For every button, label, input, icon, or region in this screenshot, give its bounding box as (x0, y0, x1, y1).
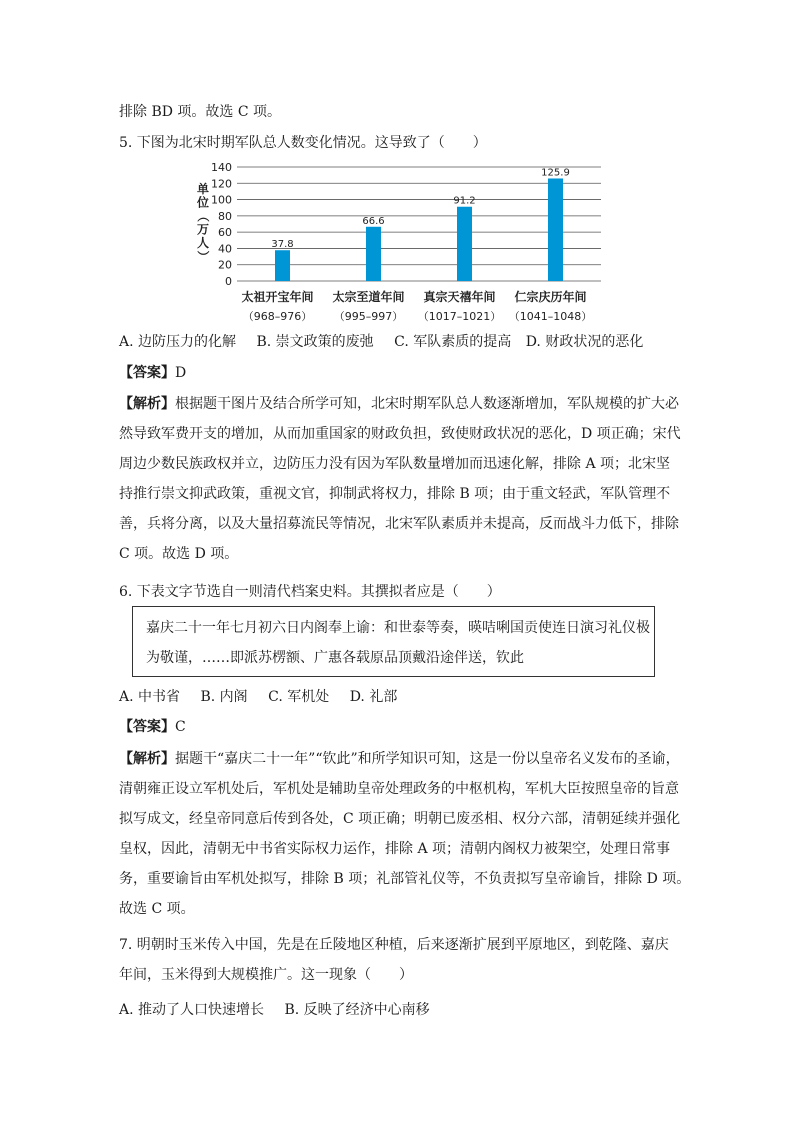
x-category-label: 仁宗庆历年间 (514, 290, 587, 304)
analysis-line: 周边少数民族政权并立，边防压力没有因为军队数量增加而迅速化解，排除 A 项；北宋坚 (119, 456, 671, 472)
bar-value-label: 91.2 (453, 195, 476, 207)
q7-option-a[interactable]: A. 推动了人口快速增长 (119, 1002, 265, 1018)
answer-tag: 【答案】 (119, 719, 175, 735)
q7-stem-line: 年间，玉米得到大规模推广。这一现象（ ） (119, 967, 413, 983)
analysis-line: C 项。故选 D 项。 (119, 546, 239, 562)
x-axis-labels (241, 289, 592, 323)
analysis-line: 善，兵将分离，以及大量招募流民等情况，北宋军队素质并未提高，反而战斗力低下，排除 (119, 516, 679, 532)
q5-option-d[interactable]: D. 财政状况的恶化 (525, 334, 644, 350)
analysis-line: 故选 C 项。 (119, 901, 195, 917)
x-category-range: （995–997） (333, 310, 404, 323)
y-tick-label: 20 (218, 258, 232, 272)
q6-quote-box (132, 606, 655, 677)
analysis-line: 皇权，因此，清朝无中书省实际权力运作，排除 A 项；清朝内阁权力被架空，处理日常事 (119, 841, 671, 857)
analysis-line: 据题干“嘉庆二十一年”“钦此”和所学知识可知，这是一份以皇帝名义发布的圣谕， (175, 751, 680, 767)
bar (275, 250, 290, 281)
quote-line: 为敬谨，……即派苏楞额、广惠各载原品顶戴沿途伴送，钦此 (146, 650, 524, 666)
q6-stem: 6. 下表文字节选自一则清代档案史料。其撰拟者应是（ ） (119, 584, 501, 600)
answer-value: C (175, 719, 186, 735)
q6-option-c[interactable]: C. 军机处 (268, 689, 330, 705)
q5-stem: 5. 下图为北宋时期军队总人数变化情况。这导致了（ ） (119, 135, 487, 151)
chart-grid (237, 167, 601, 281)
y-axis-ticks (211, 161, 232, 288)
y-tick-label: 60 (218, 226, 232, 240)
bar (366, 227, 381, 281)
q7-options (119, 1001, 430, 1019)
bar (548, 178, 563, 281)
chart-bars (271, 167, 569, 281)
q6-options (119, 688, 397, 706)
y-tick-label: 140 (211, 161, 232, 174)
y-axis-label-char: （ (196, 209, 210, 223)
y-axis-label-char: 人 (196, 236, 210, 250)
y-axis-label-char: 位 (196, 195, 210, 210)
bar-value-label: 125.9 (541, 167, 570, 179)
q5-answer (119, 364, 186, 382)
answer-tag: 【答案】 (119, 365, 175, 381)
q6-option-a[interactable]: A. 中书省 (119, 689, 181, 705)
q7-stem-line: 7. 明朝时玉米传入中国，先是在丘陵地区种植，后来逐渐扩展到平原地区，到乾隆、嘉庆 (119, 937, 669, 953)
q5-option-b[interactable]: B. 崇文政策的废弛 (256, 334, 374, 350)
x-category-range: （968–976） (242, 310, 313, 323)
answer-value: D (175, 365, 187, 381)
y-axis-label-char: ） (196, 250, 210, 263)
army-size-bar-chart (185, 155, 615, 327)
analysis-tag: 【解析】 (119, 751, 175, 767)
x-category-label: 真宗天禧年间 (423, 290, 496, 304)
q7-option-b[interactable]: B. 反映了经济中心南移 (284, 1002, 430, 1018)
y-axis-label (196, 181, 211, 263)
bar-value-label: 37.8 (271, 239, 294, 251)
q5-options (119, 333, 643, 351)
analysis-line: 然导致军费开支的增加，从而加重国家的财政负担，致使财政状况的恶化，D 项正确；宋代 (119, 426, 681, 442)
q6-option-d[interactable]: D. 礼部 (349, 689, 398, 705)
analysis-line: 根据题干图片及结合所学可知，北宋时期军队总人数逐渐增加，军队规模的扩大必 (175, 396, 679, 412)
bar (457, 207, 472, 281)
q5-option-c[interactable]: C. 军队素质的提高 (394, 334, 512, 350)
y-tick-label: 100 (211, 193, 232, 207)
quote-line: 嘉庆二十一年七月初六日内阁奉上谕：和世泰等奏，暎咭唎国贡使连日演习礼仪极 (146, 620, 650, 636)
analysis-tag: 【解析】 (119, 396, 175, 412)
q7-stem (119, 930, 679, 990)
y-tick-label: 80 (218, 209, 232, 223)
previous-answer-tail: 排除 BD 项。故选 C 项。 (119, 104, 282, 120)
y-tick-label: 120 (211, 177, 232, 191)
bar-value-label: 66.6 (362, 215, 385, 227)
x-category-label: 太祖开宝年间 (241, 290, 314, 304)
y-axis-label-char: 万 (196, 222, 210, 237)
x-category-range: （1041–1048） (508, 310, 593, 323)
q5-option-a[interactable]: A. 边防压力的化解 (119, 334, 237, 350)
x-category-range: （1017–1021） (417, 310, 502, 323)
y-tick-label: 40 (218, 242, 232, 256)
analysis-line: 务，重要谕旨由军机处拟写，排除 B 项；礼部管礼仪等，不负责拟写皇帝谕旨，排除 D 项。 (119, 871, 691, 887)
y-tick-label: 0 (225, 275, 232, 288)
q6-option-b[interactable]: B. 内阁 (200, 689, 248, 705)
analysis-line: 持推行崇文抑武政策，重视文官，抑制武将权力，排除 B 项；由于重文轻武，军队管理不 (119, 486, 671, 502)
y-axis-label-char: 单 (196, 182, 210, 196)
q6-answer (119, 718, 186, 736)
q6-analysis (119, 744, 691, 924)
x-category-label: 太宗至道年间 (332, 290, 405, 304)
analysis-line: 拟写成文，经皇帝同意后传到各处，C 项正确；明朝已废丞相、权分六部，清朝延续并强化 (119, 811, 681, 827)
q5-analysis (119, 389, 679, 569)
analysis-line: 清朝雍正设立军机处后，军机处是辅助皇帝处理政务的中枢机构，军机大臣按照皇帝的旨意 (119, 781, 679, 797)
